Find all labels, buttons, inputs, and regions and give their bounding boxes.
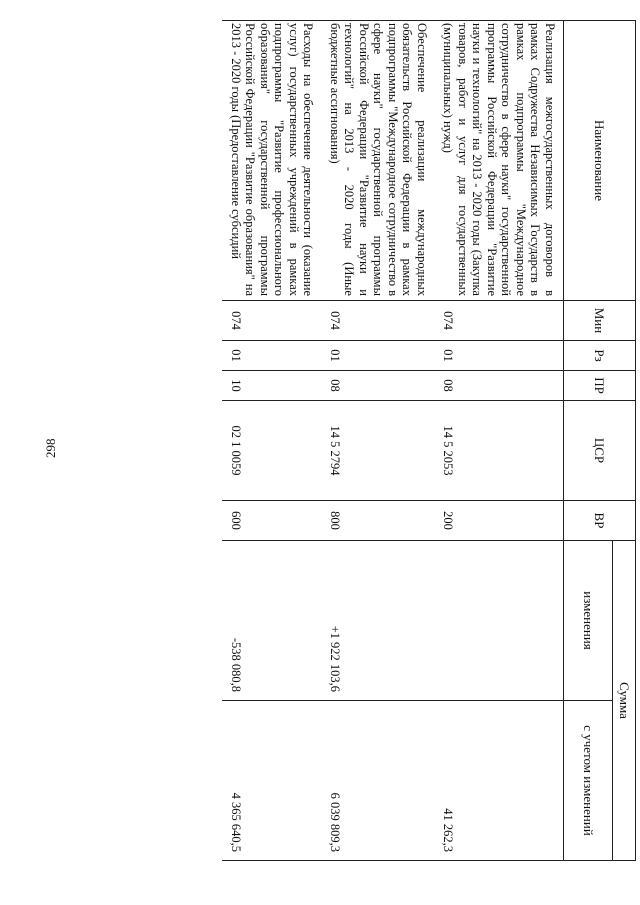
row-pr: 08 bbox=[435, 371, 564, 401]
row-csr: 02 1 0059 bbox=[223, 401, 322, 501]
header-changes: изменения bbox=[564, 541, 613, 701]
header-sum: Сумма bbox=[613, 541, 636, 861]
table-header-row bbox=[613, 21, 636, 861]
header-vr: ВР bbox=[564, 501, 636, 541]
row-rz: 01 bbox=[435, 341, 564, 371]
row-name: Реализация межгосударственных договоров в рамках Содружества Независимых Государств в рамках подпрограммы "Международное сотрудничество в сфере науки" государственной программы Российской Федерации "Развитие науки и технологий" на 2013 - 2020 годы (Закупка товаров, работ и услуг для государственных (муниципальных) нужд) bbox=[435, 21, 564, 301]
row-name: Обеспечение реализации международных обязательств Российской Федерации в рамках подпрограммы "Международное сотрудничество в сфере науки" государственной программы Российской Федерации "Развитие науки и технологий" на 2013 - 2020 годы (Иные бюджетные ассигнования) bbox=[322, 21, 436, 301]
row-csr: 14 5 2794 bbox=[322, 401, 436, 501]
page-number: 298 bbox=[43, 438, 58, 458]
row-with-changes: 4 365 640,5 bbox=[223, 701, 322, 861]
header-pr: ПР bbox=[564, 371, 636, 401]
header-rz: Рз bbox=[564, 341, 636, 371]
row-changes: -538 080,8 bbox=[223, 541, 322, 701]
row-changes: +1 922 103,6 bbox=[322, 541, 436, 701]
table-row bbox=[223, 21, 322, 861]
row-rz: 01 bbox=[322, 341, 436, 371]
header-csr: ЦСР bbox=[564, 401, 636, 501]
row-pr: 08 bbox=[322, 371, 436, 401]
row-vr: 800 bbox=[322, 501, 436, 541]
row-pr: 10 bbox=[223, 371, 322, 401]
row-vr: 200 bbox=[435, 501, 564, 541]
row-with-changes: 41 262,3 bbox=[435, 701, 564, 861]
header-min: Мин bbox=[564, 301, 636, 341]
header-with-changes: с учетом изменений bbox=[564, 701, 613, 861]
row-with-changes: 6 039 809,3 bbox=[322, 701, 436, 861]
row-min: 074 bbox=[322, 301, 436, 341]
header-name: Наименование bbox=[564, 21, 636, 301]
row-vr: 600 bbox=[223, 501, 322, 541]
row-rz: 01 bbox=[223, 341, 322, 371]
row-name: Расходы на обеспечение деятельности (оказание услуг) государственных учреждений в рамках подпрограммы "Развитие профессионального образования" государственной программы Российской Федерации "Развитие образования" на 2013 - 2020 годы (Предоставление субсидий bbox=[223, 21, 322, 301]
table-row bbox=[435, 21, 564, 861]
row-changes bbox=[435, 541, 564, 701]
row-min: 074 bbox=[435, 301, 564, 341]
row-min: 074 bbox=[223, 301, 322, 341]
table-row bbox=[322, 21, 436, 861]
row-csr: 14 5 2053 bbox=[435, 401, 564, 501]
rotated-page-content bbox=[76, 20, 636, 860]
budget-table bbox=[223, 20, 637, 861]
